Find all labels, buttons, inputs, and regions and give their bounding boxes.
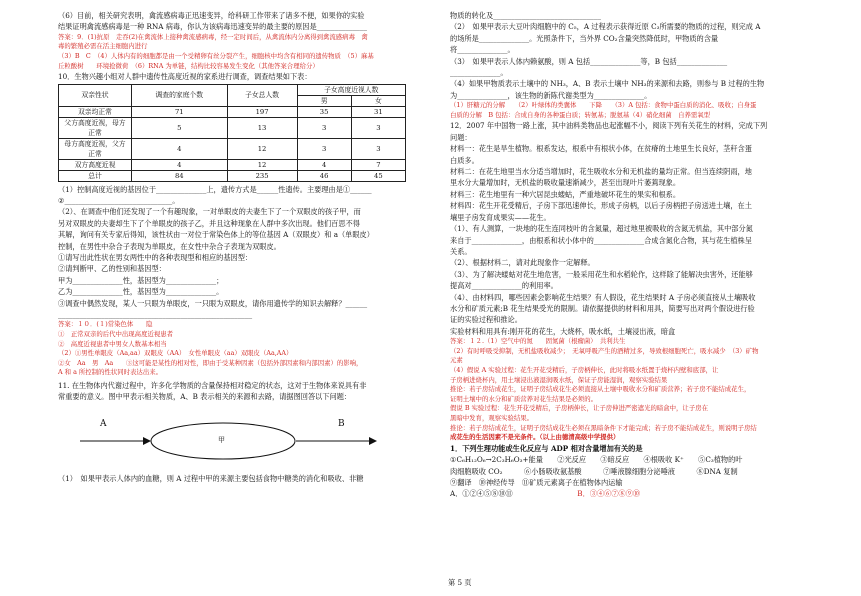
table-cell: 5: [132, 117, 228, 138]
answer-12-line: 假说 B 实验过程：花生开花受精后，子房柄伸长，让子房伸进严密遮光的暗盒中，让子房在: [450, 404, 708, 413]
table-cell: 46: [297, 170, 351, 181]
q10-2-line: （2）、在调查中他们还发现了一个有趣现象，一对单眼皮的夫妻生下了一个双眼皮的孩子甲，而: [58, 207, 361, 217]
answer-12-line: 证明土壤中的水分和矿质营养对花生结果是必须的。: [450, 394, 597, 403]
answer-12-line: 元素: [450, 356, 463, 365]
q12-line: 材料三：花生地里有一种穴居昆虫蝼蛄，严重地破坏花生的果实和根系。: [450, 189, 681, 199]
q10-2-line: ①请写出此性状在男女两性中的各种表现型和相应的基因型：: [58, 253, 253, 263]
table-header-cell: 双亲性状: [59, 84, 132, 106]
answer-12-line: 推论：若子房结成花生，证明子房结成花生必须直接从土壤中吸收水分和矿质营养；若子房不能结成花生，: [450, 385, 751, 394]
right-column: [450, 10, 810, 500]
mcq-options: ①C₆H₁₂O₆→2C₃H₆O₃+能量 ②光反应 ③暗反应 ④根吸收 K⁺ ⑤C₃植物的叶: [450, 455, 743, 465]
metabolism-diagram: [58, 407, 410, 471]
q10-2-line: 甲为______________性，基因型为______________；: [58, 275, 224, 285]
table-row-label: 双亲均正常: [59, 106, 132, 117]
q10-2-line: ③调查中偶然发现，某人一只眼为单眼皮，一只眼为双眼皮，请你用遗传学的知识去解释？______: [58, 298, 368, 308]
table-row-label: 双方高度近视: [59, 159, 132, 170]
q10-1-line: （1）控制高度近视的基因位于______________上，遗传方式是______性遗传。主要理由是①______: [58, 184, 372, 194]
answer-11-line: （1）肝糖元的分解 （2）叶绿体的类囊体 下降 （3）A 包括：食物中蛋白质的消化、吸收；自身蛋: [450, 101, 757, 110]
table-cell: 3: [351, 138, 405, 159]
table-cell: 3: [297, 138, 351, 159]
answer-10-line: 答案：１０．(１)常染色体 隐: [58, 320, 153, 329]
table-cell: 3: [297, 117, 351, 138]
left-column: [58, 10, 410, 484]
q10-2-line: 另对双眼皮的夫妻却生下了个单眼皮的孩子乙，并且这种现象在人群中多次出现。他们百思不得: [58, 218, 360, 228]
q11-cont-line: ______________。: [450, 68, 508, 78]
table-cell: 4: [297, 159, 351, 170]
q6-line: （6）目前，相关研究表明，禽流感病毒正迅速变异，给科研工作带来了诸多不便，如果你的实验: [58, 11, 365, 20]
table-cell: 45: [351, 170, 405, 181]
label-b: B: [338, 418, 345, 429]
q10-1-line: ②______________________________。: [58, 196, 180, 205]
table-cell: 31: [351, 106, 405, 117]
table-cell: 71: [132, 106, 228, 117]
mcq-stem: 1．下列生理功能或生化反应与 ADP 相对含量增加有关的是: [450, 443, 643, 453]
mcq-options: ⑨翻译 ⑩神经传导 ⑪矿质元素离子在植物体内运输: [450, 477, 623, 487]
table-row-label: 父方高度近视，母方 正常: [59, 117, 132, 138]
page-number: 第 5 页: [448, 578, 472, 587]
q12-line: 白质多。: [450, 155, 479, 165]
answer-10-line: ① 正常双亲的后代中出现高度近视患者: [58, 330, 174, 339]
label-center: 甲: [218, 435, 225, 444]
table-cell: 35: [297, 106, 351, 117]
answer-9-line: 答案：9．(1)抗原 走吞(2)在禽流体上接种禽流感病毒，经一定时间后，从禽流体内分离得到禽流感病毒 禽: [58, 32, 368, 41]
table-header-cell: 女: [351, 95, 405, 106]
q12-line: 水分和矿质元素;B 花生结果受光的限制。请依据提供的材料和用具，简要写出对两个假设进行验: [450, 303, 755, 313]
q12-line: （2）、根据材料二，请对此现象作一定解释。: [450, 258, 595, 268]
q12-line: 里水分大量增加时，无机盐的吸收量速渐减少，甚至出现叶片萎蔫现象。: [450, 178, 681, 188]
table-header-cell: 调查的家庭个数: [132, 84, 228, 106]
label-a: A: [100, 418, 107, 429]
q11-cont-line: 物质的转化及______________________________: [450, 11, 601, 20]
q10-2-line: 其解，询问有关专家后得知，该性状由一对位于常染色体上的等位基因 A（双眼皮）和 a（单眼皮）: [58, 230, 374, 240]
q12-line: 壤里子房发育成果实——花生。: [450, 212, 551, 222]
q10-2-line: ②请判断甲、乙的性别和基因型：: [58, 264, 166, 274]
table-cell: 7: [351, 159, 405, 170]
table-cell: 12: [227, 159, 297, 170]
answer-12-line: 成花生的生活因素不是光条件。（以上由德清高级中学提供）: [450, 433, 620, 442]
table-cell: 3: [351, 117, 405, 138]
q10-2-line: 乙为______________性，基因型为______________。: [58, 287, 224, 297]
answer-10-line: ②女 Aa 男 Aa ③这可能是某性的相对性，即由于受某种因素（包括外部因素和内部因素）的影响，: [58, 358, 363, 367]
mcq-options: 肉细胞吸收 CO₂ ⑥小肠吸收氨基酸 ⑦唾液腺细胞分泌唾液 ⑧DNA 复制: [450, 466, 738, 476]
survey-table: [58, 84, 406, 182]
table-cell: 4: [132, 138, 228, 159]
q10-2-line: 控制，在男性中杂合子表现为单眼皮，在女性中杂合子表现为双眼皮。: [58, 241, 281, 251]
table-row: [59, 106, 406, 117]
q11-cont-line: （4）如果甲物质表示土壤中的 NH₃，A、B 表示土壤中 NH₃的来源和去路，则参与 B 过程的生物: [450, 79, 765, 89]
q11-1-line: （1） 如果甲表示人体内的血糖，则 A 过程中甲的来源主要包括食物中糖类的消化和吸收、非糖: [58, 473, 364, 483]
answer-11-line: 白质的分解 B 包括：合成自身的各种蛋白质；转氨基；脱氨基（4）硝化细菌 自养需氧型: [450, 110, 711, 119]
answer-12-line: 黑暗中发育，观察实验结果。: [450, 413, 534, 422]
answer-9-line: 毒的繁殖必需在活主细胞内进行: [58, 42, 148, 51]
answer-12-line: 推论：若子房结成花生，证明子房结成花生必须在黑暗条件下才能完成；若子房不能结成花生，则说明子房结: [450, 423, 757, 432]
table-row: [59, 138, 406, 159]
table-header-row: [59, 84, 406, 95]
diagram-svg: [58, 407, 410, 471]
q11-line: 常重要的意义。图中甲表示相关物质，A、B 表示相关的来源和去路，请据图回答以下问题：: [58, 392, 352, 402]
table-row: [59, 170, 406, 181]
q12-line: 12．2007 年中国物一路上涨，其中油料类物品也起涨幅不小，阅读下列有关花生的材料，完成下列: [450, 121, 768, 131]
table-cell: 4: [132, 159, 228, 170]
q10-intro: 10．生物兴趣小组对人群中遗传性高度近视的家系进行调查，调查结果如下表：: [58, 72, 312, 82]
table-header-cell: 男: [297, 95, 351, 106]
answer-10-line: A 和 a 所控制的性状同时表达出来。: [58, 368, 162, 377]
q6-line: 结果证明禽流感病毒是一种 RNA 病毒，你认为该病毒迅速变异的最主要的原因是______________: [58, 22, 367, 32]
mcq-choices: [450, 488, 810, 499]
q11-line: 11. 在生物体内代谢过程中，许多化学物质的含量保持相对稳定的状态，这对于生物体来说具有非: [58, 381, 367, 391]
q11-cont-line: 将______________。: [450, 45, 515, 55]
answer-9-line: 丘粒酸树 环境抢微荷 （6）RNA 为单链，结构比较容易发生变化（其他答案合理给分）: [58, 61, 319, 70]
table-cell: 13: [227, 117, 297, 138]
q12-line: （1）、有人测算，一块地的花生连同枝叶的含氮量，超过地里被吸收的含氮无机盐，其中部分氮: [450, 224, 753, 234]
table-cell: 12: [227, 138, 297, 159]
q12-line: 证的实验过程和推论。: [450, 315, 522, 325]
answer-12-line: （2）有时呼吸受抑制，无机盐吸收减少； 无氧呼吸产生的酒精过多，导致根细胞死亡，吸水减少 （3）矿物: [450, 346, 759, 355]
q12-line: 材料二：在花生地里当水分适当增加时，花生吸收水分和无机盐的量均正常。但当连续阴雨，地: [450, 167, 752, 177]
q12-line: 来自于______________，由根系和状小体中的______________合成含氮化合物，其与花生植株呈: [450, 235, 752, 245]
table-cell: 235: [227, 170, 297, 181]
table-header-cell: 子女总人数: [227, 84, 297, 106]
answer-9-line: （3）B C （4）人体内有的细胞都是由一个受精卵有丝分裂产生，细胞核中均含有相同的遗传物质 （5）麻基: [58, 52, 374, 60]
table-cell: 84: [132, 170, 228, 181]
q10-2-line: ______________________________________________________: [58, 310, 253, 320]
q11-cont-line: 为______________，该生物的新陈代谢类型为______________。: [450, 90, 652, 100]
table-row-label: 总计: [59, 170, 132, 181]
q12-line: 提高对______________的利用率。: [450, 281, 558, 291]
q12-line: （3）、为了解决蝼蛄对花生地危害，一般采用花生和水稻轮作，这样除了能解决虫害外，还能够: [450, 269, 753, 279]
q12-line: 关系。: [450, 246, 472, 256]
choice-a[interactable]: A．①②④⑤⑧⑩⑪: [450, 489, 513, 499]
q11-cont-line: （2） 如果甲表示大豆叶肉细胞中的 C₅，A 过程表示获得近原 C₃所需要的物质的过程，则完成 A: [450, 22, 761, 32]
answer-10-line: （2）①男性单眼皮（Aa,aa）双眼皮（AA） 女性单眼皮（aa）双眼皮（Aa,AA）: [58, 349, 293, 358]
q11-cont-line: 的场所是______________。光照条件下，当外界 CO₂含量突然降低时，甲物质的含量: [450, 33, 719, 43]
table-row: [59, 117, 406, 138]
q12-line: 材料一：花生是旱生植物。根系发达，根系中有根状小体，在贫瘠的土地里生长良好，茎秆含蛋: [450, 144, 752, 154]
table-row: [59, 159, 406, 170]
choice-b[interactable]: B．③④⑥⑦⑧⑨⑩: [577, 489, 641, 499]
q12-line: 问题：: [450, 132, 472, 142]
q12-line: 材料四：花生开花受精后，子房下部迅速伸长，形成子房柄，以后子房柄把子房送进土壤，在土: [450, 201, 752, 211]
q11-cont-line: （3） 如果甲表示人体内赖氨酸，则 A 包括______________等，B 包括______________: [450, 56, 728, 66]
table-row-label: 母方高度近视，父方 正常: [59, 138, 132, 159]
table-header-cell: 子女高度近视人数: [297, 84, 405, 95]
q12-line: （4）、由材料四，哪些因素会影响花生结果？有人假设，花生结果时 A 子房必须直接从土壤吸收: [450, 292, 756, 302]
q12-line: 实验材料和用具有:刚开花的花生，大烧杯，吸水纸，土壤浸出液，暗盒: [450, 326, 676, 336]
answer-10-line: ② 高度近视患者中男女人数基本相当: [58, 339, 167, 348]
answer-12-line: （4）假说 A 实验过程：花生开花受精后，子房柄伸长，此时将吸水纸置于烧杯内壁和底部，让: [450, 365, 719, 374]
answer-12-line: 子房柄进烧杯内，用土壤浸出液湿润吸水纸，保证子房能湿润，观察实验结果: [450, 375, 668, 384]
answer-12-line: 答案：１２.（1）空气中的氮 固氮菌（根瘤菌） 共利共生: [450, 337, 626, 346]
table-cell: 197: [227, 106, 297, 117]
